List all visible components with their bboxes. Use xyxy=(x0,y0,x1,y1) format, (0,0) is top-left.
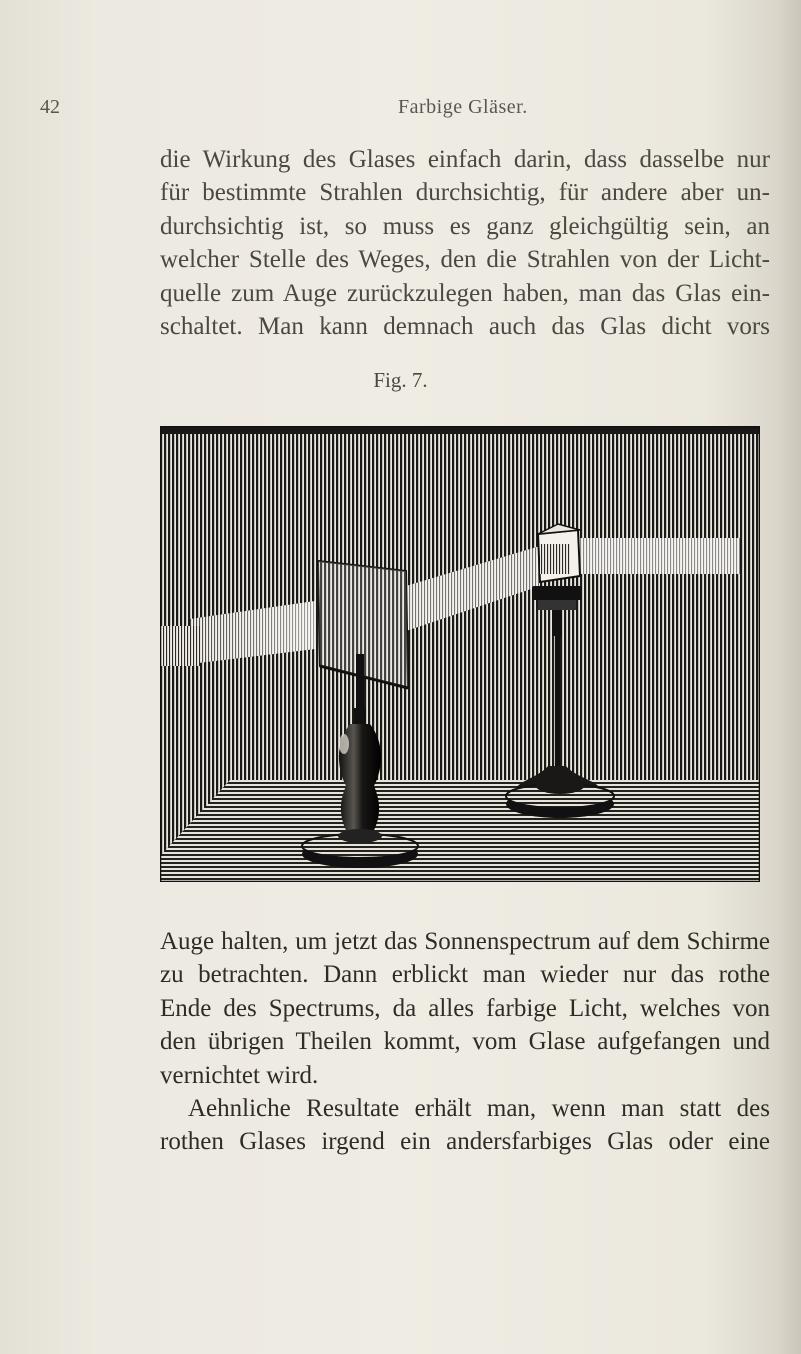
text-line: welcher Stelle des Weges, den die Strahlen von der Licht- xyxy=(160,246,770,274)
text-line: vernichtet wird. xyxy=(160,1061,319,1089)
text-line: den übrigen Theilen kommt, vom Glase aufgefangen und xyxy=(160,1028,770,1056)
text-line: zu betrachten. Dann erblickt man wieder nur das rothe xyxy=(160,961,770,989)
text-line: quelle zum Auge zurückzulegen haben, man das Glas ein- xyxy=(160,279,770,307)
text-line: Ende des Spectrums, da alles farbige Licht, welches von xyxy=(160,994,770,1022)
text-line: durchsichtig ist, so muss es ganz gleichgültig sein, an xyxy=(160,212,770,240)
paragraph-bottom xyxy=(160,925,770,1159)
figure-illustration xyxy=(160,426,760,882)
paragraph-top xyxy=(160,143,770,343)
text-line: die Wirkung des Glases einfach darin, dass dasselbe nur xyxy=(160,146,770,173)
figure-caption: Fig. 7. xyxy=(373,368,428,392)
running-title: Farbige Gläser. xyxy=(398,96,528,118)
page-number: 42 xyxy=(40,96,60,118)
text-line: Aehnliche Resultate erhält man, wenn man statt des xyxy=(188,1095,770,1123)
table-surface xyxy=(160,780,760,882)
text-line: schaltet. Man kann demnach auch das Glas dicht vors xyxy=(160,313,770,341)
page-header xyxy=(40,96,760,126)
text-line: rothen Glases irgend ein andersfarbiges Glas oder eine xyxy=(160,1128,770,1156)
text-line: Auge halten, um jetzt das Sonnenspectrum auf dem Schirme xyxy=(160,928,770,955)
prism xyxy=(532,524,582,610)
text-line: für bestimmte Strahlen durchsichtig, für andere aber un- xyxy=(160,179,770,207)
